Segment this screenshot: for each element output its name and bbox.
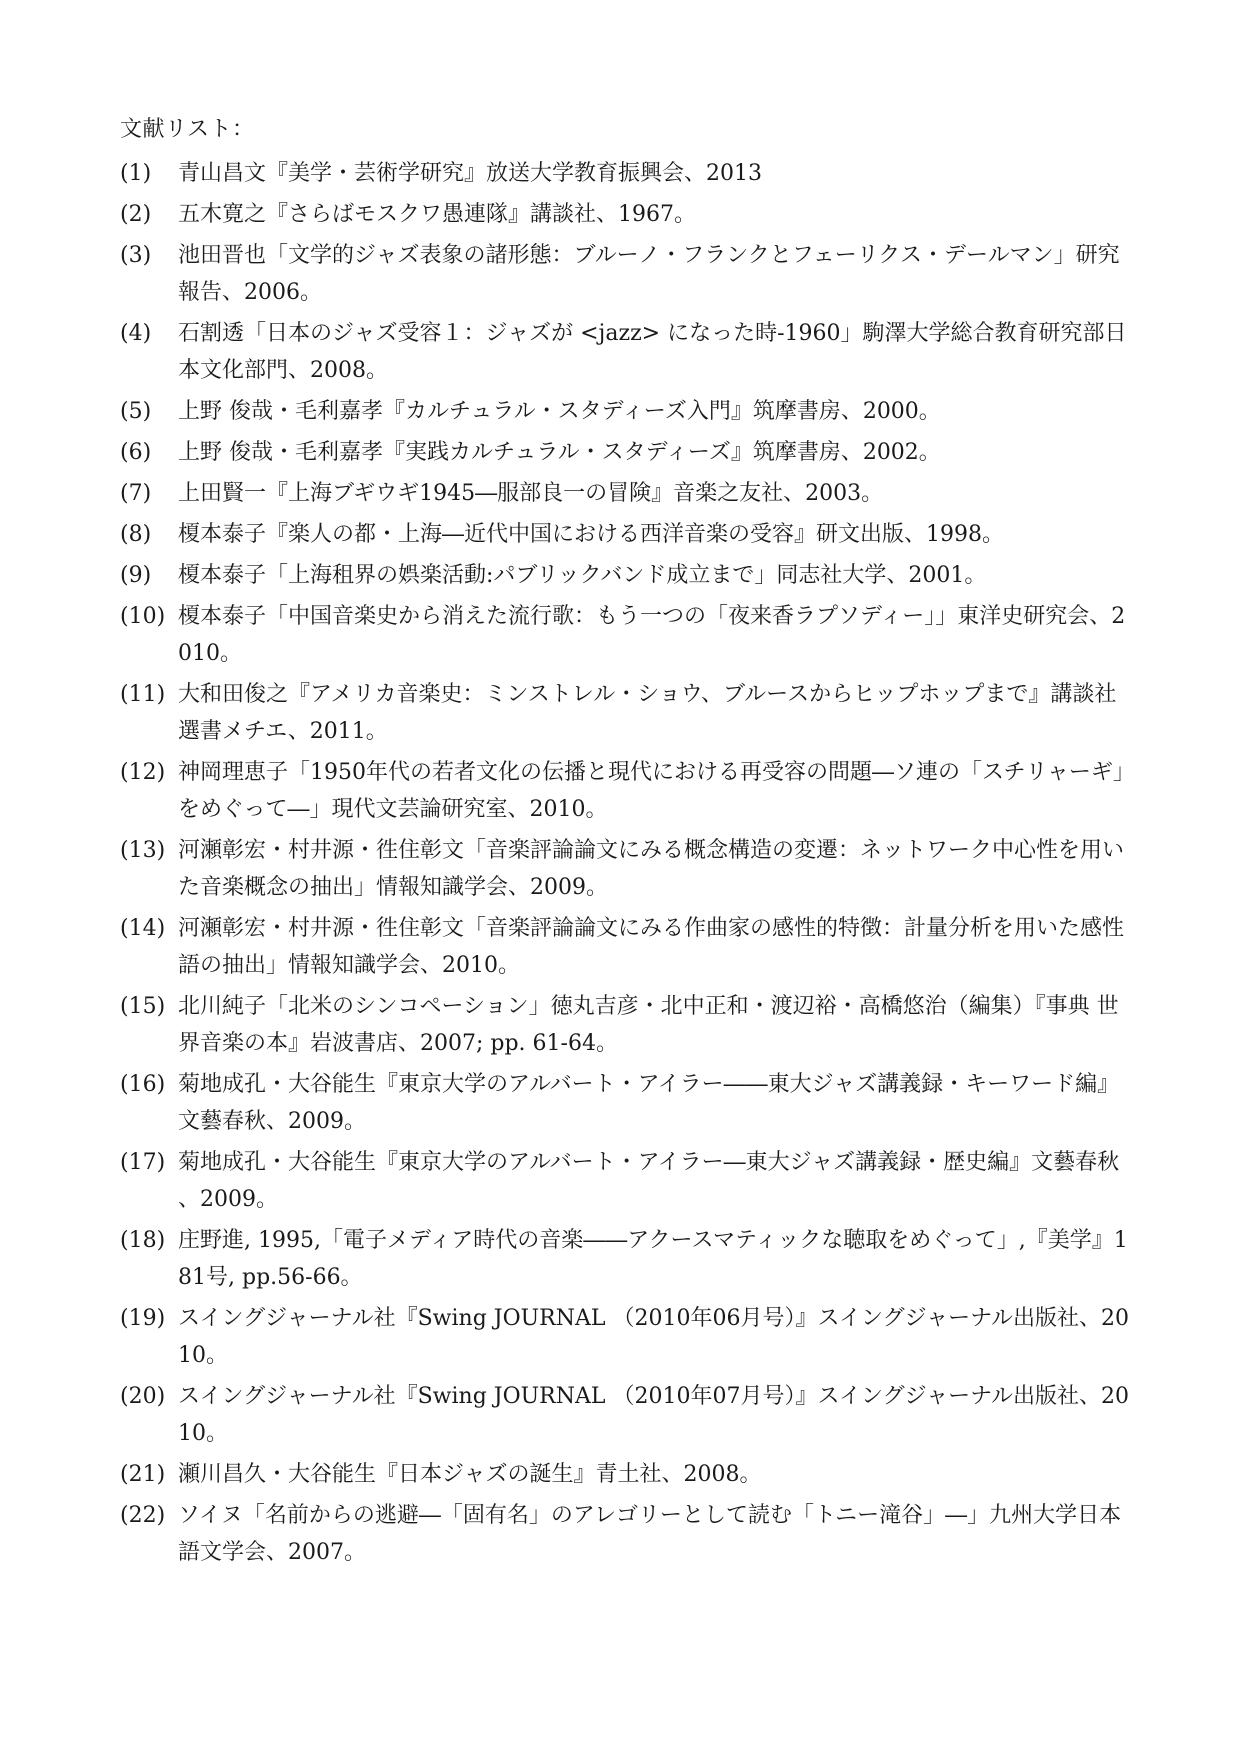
reference-text: 榎本泰子「上海租界の娯楽活動:パブリックバンド成立まで」同志社大学、2001。 [178, 563, 987, 588]
reference-text: ソイヌ「名前からの逃避―「固有名」のアレゴリーとして読む「トニー滝谷」―」九州大学日本語文学会、2007。 [178, 1503, 1122, 1565]
reference-item [120, 754, 1130, 828]
reference-number: (13) [120, 838, 166, 863]
reference-item [120, 910, 1130, 984]
reference-text: 上田賢一『上海ブギウギ1945―服部良一の冒険』音楽之友社、2003。 [178, 481, 884, 506]
reference-text: 池田晋也「文学的ジャズ表象の諸形態：ブルーノ・フランクとフェーリクス・デールマン」研究報告、2006。 [178, 243, 1120, 305]
reference-item [120, 155, 1130, 192]
reference-number: (17) [120, 1150, 166, 1175]
reference-number: (20) [120, 1384, 166, 1409]
reference-text: 五木寛之『さらばモスクワ愚連隊』講談社、1967。 [178, 202, 696, 227]
reference-text: 上野 俊哉・毛利嘉孝『カルチュラル・スタディーズ入門』筑摩書房、2000。 [178, 399, 941, 424]
reference-item [120, 1456, 1130, 1493]
reference-text: 榎本泰子『楽人の都・上海―近代中国における西洋音楽の受容』研文出版、1998。 [178, 522, 1004, 547]
reference-number: (16) [120, 1072, 166, 1097]
reference-number: (18) [120, 1228, 166, 1253]
reference-text: 庄野進, 1995,「電子メディア時代の音楽――アクースマティックな聴取をめぐって」,『美学』181号, pp.56-66。 [178, 1228, 1128, 1290]
reference-item [120, 557, 1130, 594]
reference-item [120, 1222, 1130, 1296]
reference-number: (19) [120, 1306, 166, 1331]
reference-number: (15) [120, 994, 166, 1019]
reference-item [120, 1066, 1130, 1140]
reference-text: 河瀬彰宏・村井源・徃住彰文「音楽評論論文にみる作曲家の感性的特徴：計量分析を用いた感性語の抽出」情報知識学会、2010。 [178, 916, 1125, 978]
reference-number: (9) [120, 563, 152, 588]
reference-item [120, 1378, 1130, 1452]
reference-number: (14) [120, 916, 166, 941]
reference-text: 菊地成孔・大谷能生『東京大学のアルバート・アイラー――東大ジャズ講義録・キーワード編』文藝春秋、2009。 [178, 1072, 1120, 1134]
page-heading: 文献リスト： [120, 117, 255, 142]
reference-number: (2) [120, 202, 152, 227]
reference-text: スイングジャーナル社『Swing JOURNAL （2010年06月号）』スイングジャーナル出版社、2010。 [178, 1306, 1130, 1368]
reference-item [120, 1144, 1130, 1218]
reference-text: 石割透「日本のジャズ受容１：ジャズが <jazz> になった時-1960」駒澤大学総合教育研究部日本文化部門、2008。 [178, 321, 1127, 383]
reference-number: (4) [120, 321, 152, 346]
reference-text: スイングジャーナル社『Swing JOURNAL （2010年07月号）』スイングジャーナル出版社、2010。 [178, 1384, 1130, 1446]
reference-item [120, 393, 1130, 430]
reference-item [120, 832, 1130, 906]
reference-list [120, 155, 1130, 1575]
reference-item [120, 196, 1130, 233]
reference-text: 神岡理恵子「1950年代の若者文化の伝播と現代における再受容の問題―ソ連の「スチリャーギ」をめぐって―」現代文芸論研究室、2010。 [178, 760, 1124, 822]
reference-number: (5) [120, 399, 152, 424]
reference-number: (8) [120, 522, 152, 547]
reference-number: (10) [120, 604, 166, 629]
reference-text: 上野 俊哉・毛利嘉孝『実践カルチュラル・スタディーズ』筑摩書房、2002。 [178, 440, 941, 465]
reference-text: 榎本泰子「中国音楽史から消えた流行歌：もう一つの「夜来香ラプソディー」」東洋史研究会、2010。 [178, 604, 1126, 666]
reference-text: 大和田俊之『アメリカ音楽史：ミンストレル・ショウ、ブルースからヒップホップまで』講談社選書メチエ、2011。 [178, 682, 1117, 744]
reference-item [120, 598, 1130, 672]
reference-number: (12) [120, 760, 166, 785]
reference-text: 瀬川昌久・大谷能生『日本ジャズの誕生』青土社、2008。 [178, 1462, 762, 1487]
reference-item [120, 676, 1130, 750]
reference-number: (21) [120, 1462, 166, 1487]
reference-number: (11) [120, 682, 166, 707]
reference-item [120, 475, 1130, 512]
reference-number: (3) [120, 243, 152, 268]
reference-number: (7) [120, 481, 152, 506]
reference-number: (6) [120, 440, 152, 465]
reference-item [120, 516, 1130, 553]
reference-item [120, 988, 1130, 1062]
reference-item [120, 434, 1130, 471]
reference-item [120, 315, 1130, 389]
reference-number: (22) [120, 1503, 166, 1528]
reference-item [120, 237, 1130, 311]
reference-text: 河瀬彰宏・村井源・徃住彰文「音楽評論論文にみる概念構造の変遷：ネットワーク中心性を用いた音楽概念の抽出」情報知識学会、2009。 [178, 838, 1125, 900]
reference-item [120, 1300, 1130, 1374]
reference-text: 菊地成孔・大谷能生『東京大学のアルバート・アイラー―東大ジャズ講義録・歴史編』文藝春秋、2009。 [178, 1150, 1120, 1212]
reference-text: 青山昌文『美学・芸術学研究』放送大学教育振興会、2013 [178, 161, 762, 186]
reference-item [120, 1497, 1130, 1571]
reference-text: 北川純子「北米のシンコペーション」徳丸吉彦・北中正和・渡辺裕・高橋悠治（編集）『事典 世界音楽の本』岩波書店、2007; pp. 61-64。 [178, 994, 1119, 1056]
reference-number: (1) [120, 161, 152, 186]
